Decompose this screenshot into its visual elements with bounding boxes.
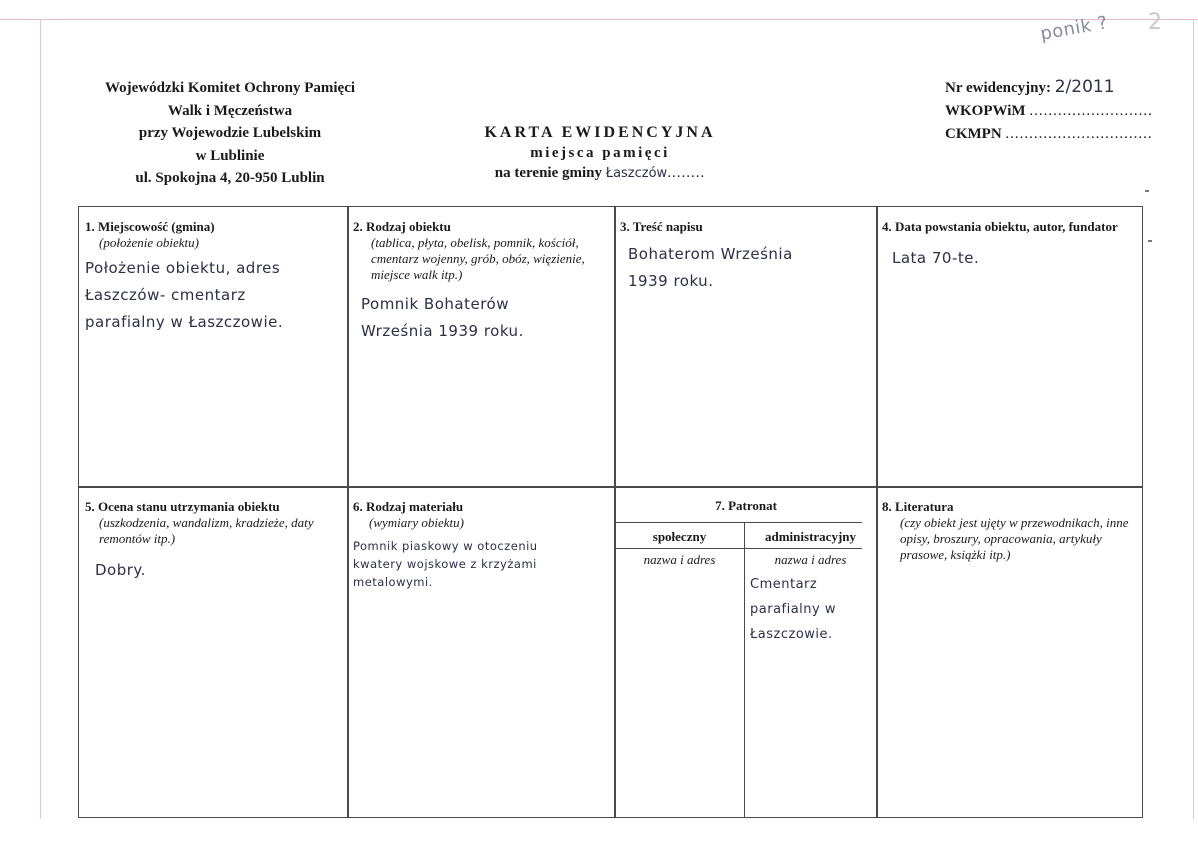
table-row-divider [78,486,1143,488]
patronat-col-spoleczny: społeczny [652,529,707,544]
scan-mark [1145,190,1149,192]
gmina-dots: ........ [667,165,706,181]
cell-hint: (uszkodzenia, wandalizm, kradzieże, daty remontów itp.) [99,515,314,546]
cell-hint: (czy obiekt jest ujęty w przewodnikach, inne opisy, broszury, opracowania, artykuły prasowe, książki itp.) [900,515,1129,562]
value-line: Pomnik Bohaterów [361,295,509,313]
patronat-administracyjny-value [750,572,875,647]
nr-ewidencyjny-value: 2/2011 [1054,77,1115,97]
registry-block [945,76,1165,146]
page-edge-right [1193,19,1194,819]
value-line: Września 1939 roku. [361,322,524,340]
cell-hint: (tablica, płyta, obelisk, pomnik, kościół, cmentarz wojenny, grób, obóz, więzienie, miejsce walk itp.) [371,235,585,282]
org-line: przy Wojewodzie Lubelskim [138,125,322,141]
cell-value [620,241,870,295]
ckmpn-label: CKMPN [945,126,1002,142]
gmina-value: Łaszczów [605,166,668,181]
document-title: KARTA EWIDENCYJNA [484,124,716,141]
cell-value [85,557,340,584]
cell-ocena-stanu [85,499,340,584]
value-line: kwatery wojskowe z krzyżami [353,557,537,571]
wkopwim-label: WKOPWiM [945,103,1026,119]
value-line: Cmentarz [750,577,818,592]
org-line: w Lublinie [195,147,265,164]
value-line: parafialny w [750,602,836,617]
organization-block [60,77,400,190]
value-line: Dobry. [95,561,146,579]
cell-rodzaj-obiektu [353,219,608,345]
table-divider [347,206,349,818]
cell-title: 8. Literatura [882,499,954,514]
nr-ewidencyjny-label: Nr ewidencyjny: [945,80,1051,96]
document-subtitle: miejsca pamięci [530,145,670,161]
cell-value [882,245,1137,272]
cell-title: 5. Ocena stanu utrzymania obiektu [85,499,280,514]
cell-value [85,255,340,336]
patronat-divider [615,548,862,549]
patronat-title: 7. Patronat [715,498,777,513]
patronat-col-administracyjny: administracyjny [765,529,856,544]
cell-title: 1. Miejscowość (gmina) [85,219,215,234]
page-edge-top [0,19,1198,20]
value-line: Lata 70-te. [892,249,980,267]
cell-literatura [882,499,1140,563]
gmina-line [420,163,780,184]
patronat-spoleczny-hint: nazwa i adres [643,552,716,567]
wkopwim-dots: .......................... [1029,103,1153,119]
corner-mark: 2 [1148,10,1162,35]
cell-value [353,537,611,591]
nr-ewidencyjny-row [945,76,1165,100]
cell-title: 3. Treść napisu [620,219,703,234]
cell-data-powstania [882,219,1137,272]
cell-hint: (wymiary obiektu) [369,515,464,530]
title-block [420,123,780,184]
cell-title: 6. Rodzaj materiału [353,499,464,514]
scan-mark [1148,240,1152,242]
wkopwim-row [945,100,1165,123]
cell-value [353,291,608,345]
patronat-divider [615,522,862,523]
cell-miejscowosc [85,219,340,336]
value-line: parafialny w Łaszczowie. [85,313,284,331]
value-line: Łaszczów- cmentarz [85,286,246,304]
value-line: Położenie obiektu, adres [85,259,281,277]
page-edge-left [40,19,41,819]
gmina-label: na terenie gminy [494,165,603,181]
cell-rodzaj-materialu [353,499,611,591]
patronat-administracyjny-hint: nazwa i adres [774,552,847,567]
value-line: metalowymi. [353,575,433,589]
cell-title: 4. Data powstania obiektu, autor, fundator [882,219,1118,234]
corner-note: ponik ? [1038,12,1110,45]
org-line: Walk i Męczeństwa [167,102,293,119]
cell-tresc-napisu [620,219,870,295]
ckmpn-row [945,123,1165,146]
ckmpn-dots: ............................... [1005,126,1153,142]
value-line: Bohaterom Września [628,245,793,263]
cell-hint: (położenie obiektu) [99,235,199,250]
value-line: Pomnik piaskowy w otoczeniu [353,539,538,553]
org-address: ul. Spokojna 4, 20-950 Lublin [135,170,325,186]
org-line: Wojewódzki Komitet Ochrony Pamięci [104,80,356,96]
value-line: Łaszczowie. [750,627,833,642]
cell-title: 2. Rodzaj obiektu [353,219,451,234]
value-line: 1939 roku. [628,272,714,290]
